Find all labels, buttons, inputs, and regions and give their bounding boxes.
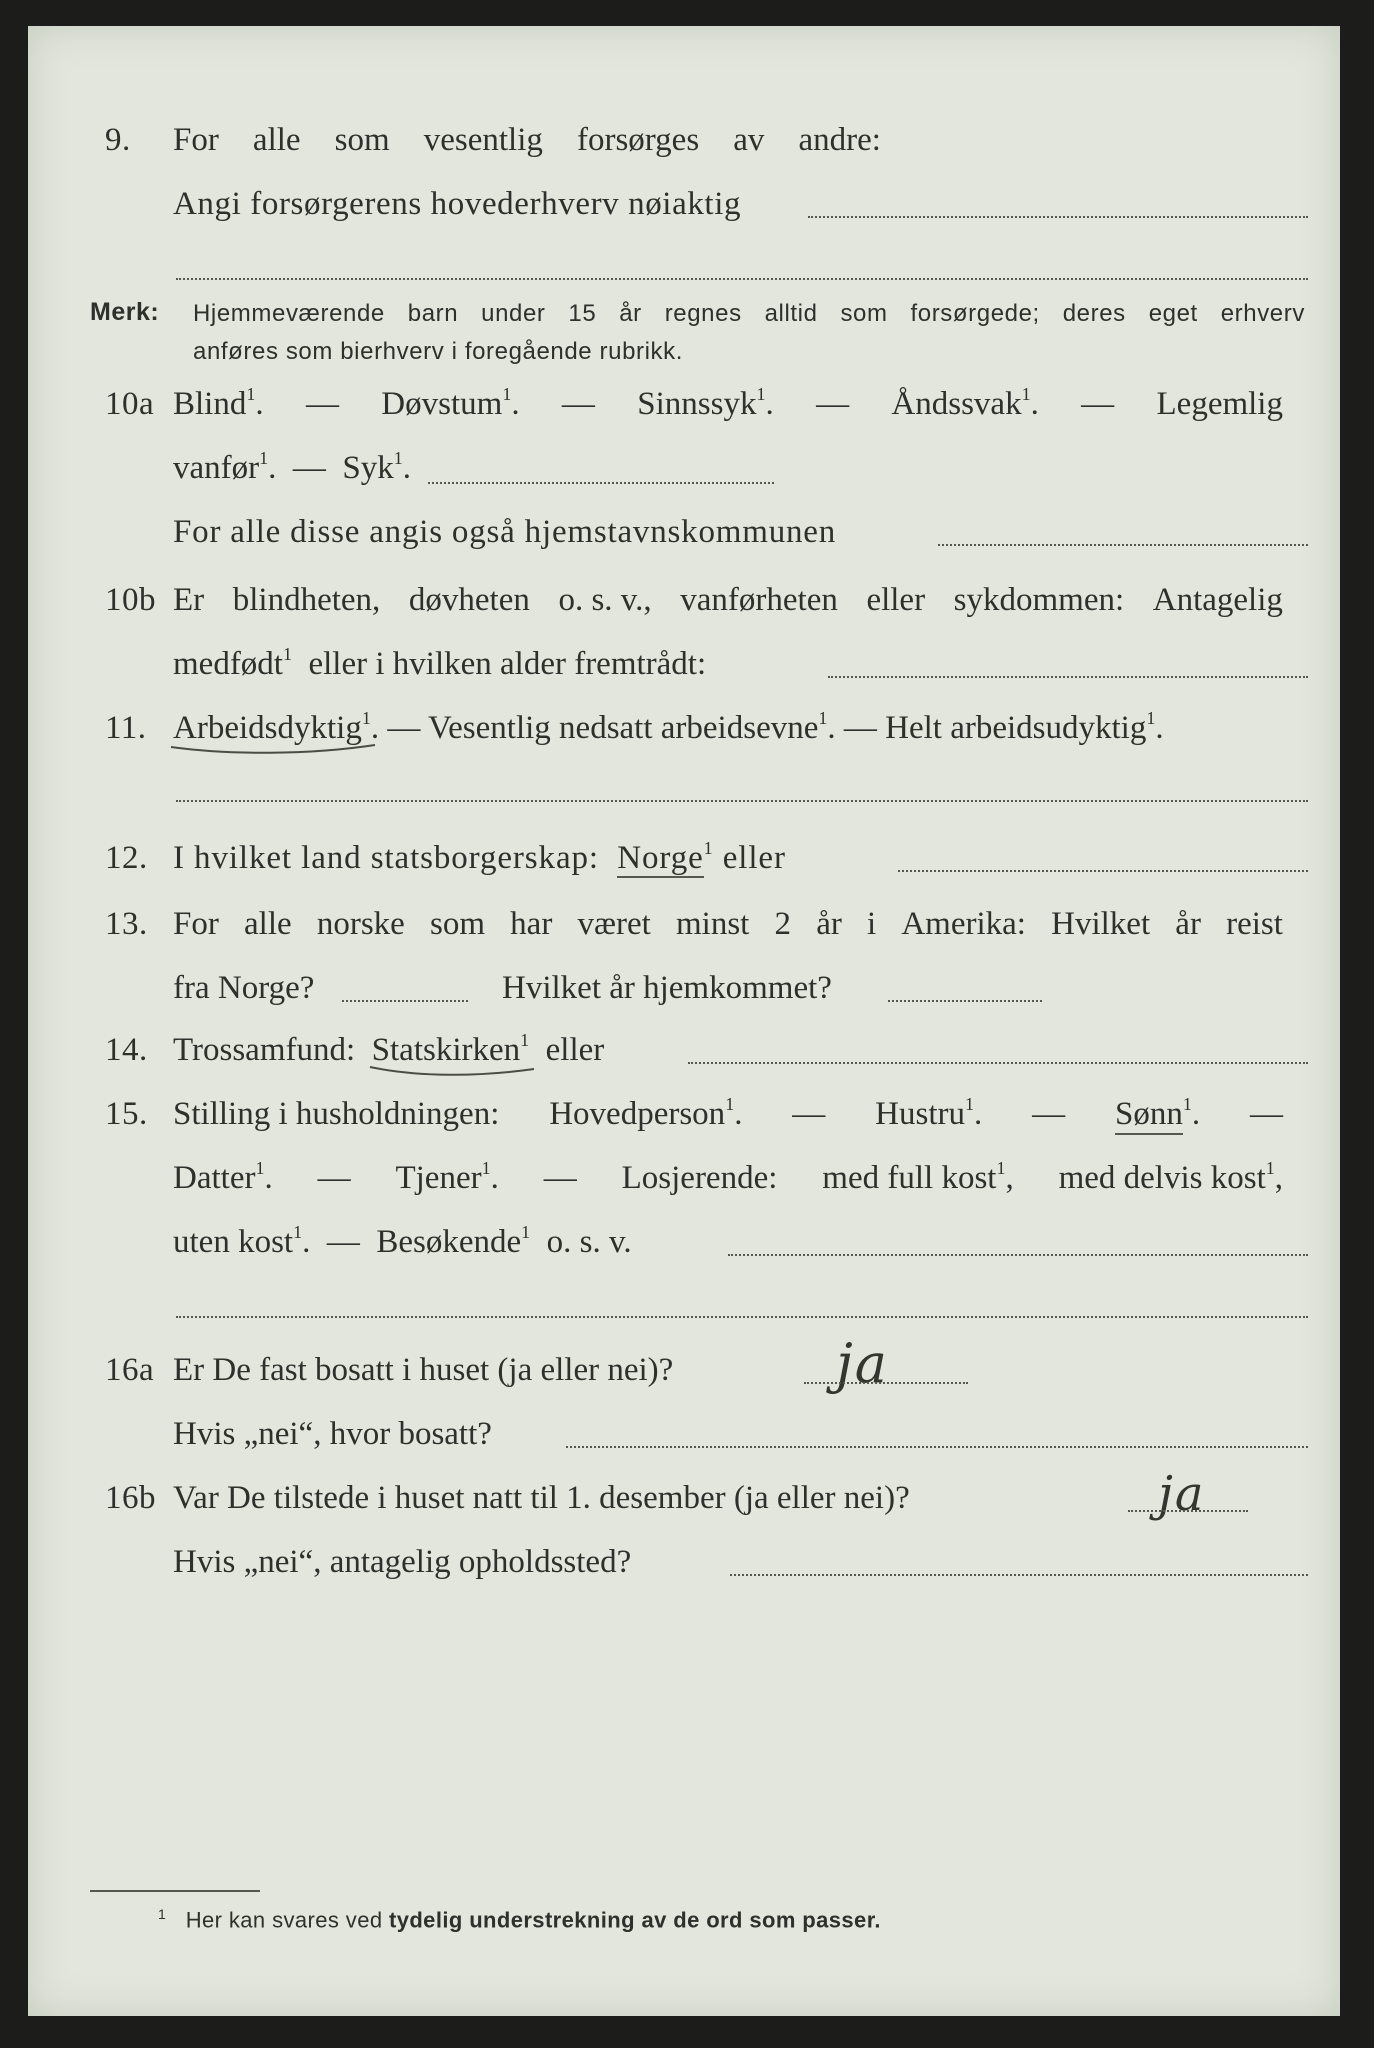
question-number: 16b bbox=[105, 1480, 156, 1516]
word: døvheten bbox=[408, 582, 530, 618]
handwritten-underline bbox=[368, 1063, 538, 1079]
answer-line-16a[interactable] bbox=[804, 1382, 968, 1384]
question-number: 10a bbox=[105, 386, 155, 422]
question-number: 9. bbox=[105, 122, 131, 158]
option-nedsatt[interactable]: Vesentlig nedsatt arbeidsevne bbox=[427, 710, 819, 746]
footnote-bold-text: tydelig understrekning av de ord som passer. bbox=[388, 1907, 881, 1933]
question-10a bbox=[28, 386, 1340, 450]
dash: — bbox=[792, 1096, 826, 1132]
dash: — bbox=[305, 386, 339, 422]
word: norske bbox=[316, 906, 405, 942]
word: barn bbox=[407, 300, 459, 327]
option-andssvak[interactable]: Åndssvak$^1$. bbox=[891, 384, 1039, 422]
word: Hjemmeværende bbox=[193, 300, 385, 327]
option-dovstum[interactable]: Døvstum$^1$. bbox=[381, 384, 520, 422]
option-full-kost[interactable]: med full kost$^1$, bbox=[822, 1158, 1014, 1196]
question-12 bbox=[28, 840, 1340, 904]
census-form-page bbox=[28, 26, 1340, 2016]
question-9-line2 bbox=[28, 186, 1340, 250]
option-hustru[interactable]: Hustru$^1$. bbox=[875, 1094, 983, 1132]
question-15-line2-text bbox=[173, 1160, 1283, 1197]
option-sinnssyk[interactable]: Sinnssyk$^1$. bbox=[637, 384, 774, 422]
answer-line-10a[interactable] bbox=[428, 482, 774, 484]
answer-line-12[interactable] bbox=[898, 870, 1308, 872]
option-blind[interactable]: Blind$^1$. bbox=[173, 384, 264, 422]
question-9 bbox=[28, 122, 1340, 186]
dash: — bbox=[816, 386, 850, 422]
merk-label: Merk: bbox=[90, 298, 160, 326]
answer-line-10a-home[interactable] bbox=[938, 544, 1308, 546]
question-13-left: fra Norge? bbox=[173, 970, 315, 1006]
word: For bbox=[173, 122, 219, 158]
word: under bbox=[481, 300, 546, 327]
word: vesentlig bbox=[423, 122, 543, 158]
dash: — bbox=[561, 386, 595, 422]
word: Antagelig bbox=[1152, 582, 1283, 618]
question-16b-followup: Hvis „nei“, antagelig opholdssted? bbox=[173, 1544, 632, 1580]
word: forsørgede; bbox=[910, 300, 1040, 327]
question-9-text bbox=[173, 122, 881, 159]
question-11 bbox=[28, 710, 1340, 774]
word: Er bbox=[173, 582, 205, 618]
answer-line-14[interactable] bbox=[688, 1062, 1308, 1064]
question-12-text: I hvilket land statsborgerskap: Norge$^1$ eller bbox=[173, 838, 786, 876]
word: alle bbox=[244, 906, 292, 942]
word: av bbox=[733, 122, 765, 158]
question-number: 13. bbox=[105, 906, 148, 942]
word: blindheten, bbox=[232, 582, 381, 618]
dash: — bbox=[1081, 386, 1115, 422]
word: andre: bbox=[798, 122, 881, 158]
handwritten-answer-16b[interactable]: ja bbox=[1158, 1466, 1206, 1522]
word: alltid bbox=[764, 300, 818, 327]
question-16a-followup: Hvis „nei“, hvor bosatt? bbox=[173, 1416, 492, 1452]
question-16a bbox=[28, 1352, 1340, 1416]
word: erhverv bbox=[1220, 300, 1305, 327]
word: alle bbox=[252, 122, 301, 158]
question-10a-options bbox=[173, 386, 1283, 423]
question-10a-prompt: For alle disse angis også hjemstavnskommunen bbox=[173, 514, 837, 550]
label: Stilling i husholdningen: bbox=[173, 1096, 500, 1132]
option-hovedperson[interactable]: Hovedperson$^1$. bbox=[549, 1094, 743, 1132]
option-tjener[interactable]: Tjener$^1$. bbox=[395, 1158, 499, 1196]
answer-line-11[interactable] bbox=[176, 800, 1308, 802]
word: Hvilket bbox=[1051, 906, 1151, 942]
question-10b-text bbox=[173, 582, 1283, 619]
dash: — bbox=[317, 1160, 351, 1196]
word: vanførheten bbox=[680, 582, 838, 618]
footnote bbox=[158, 1906, 881, 1933]
question-10b bbox=[28, 582, 1340, 646]
dash: — bbox=[1249, 1096, 1283, 1132]
answer-line-10b[interactable] bbox=[828, 676, 1308, 678]
option-delvis-kost[interactable]: med delvis kost$^1$, bbox=[1058, 1158, 1283, 1196]
word: minst bbox=[675, 906, 750, 942]
question-10b-line2 bbox=[28, 646, 1340, 710]
answer-line-16b[interactable] bbox=[1128, 1510, 1248, 1512]
question-number: 15. bbox=[105, 1096, 148, 1132]
footnote-text: Her kan svares ved bbox=[185, 1907, 383, 1933]
question-10a-line2-text: vanfør$^1$. — Syk$^1$. bbox=[173, 448, 411, 486]
word: reist bbox=[1226, 906, 1283, 942]
question-10a-line3 bbox=[28, 514, 1340, 578]
word: deres bbox=[1062, 300, 1126, 327]
word: eget bbox=[1148, 300, 1198, 327]
answer-line-15b[interactable] bbox=[176, 1316, 1308, 1318]
word: år bbox=[1175, 906, 1201, 942]
question-number: 11. bbox=[105, 710, 147, 746]
question-16a-line2 bbox=[28, 1416, 1340, 1480]
word: som bbox=[429, 906, 485, 942]
word: har bbox=[510, 906, 553, 942]
answer-line-9[interactable] bbox=[808, 216, 1308, 218]
option-uten-kost[interactable]: uten kost bbox=[173, 1224, 294, 1260]
merk-note bbox=[28, 298, 1340, 378]
word: Amerika: bbox=[901, 906, 1026, 942]
word: i bbox=[867, 906, 877, 942]
question-15-line2 bbox=[28, 1160, 1340, 1224]
answer-line-13-right[interactable] bbox=[888, 1000, 1042, 1002]
word: år bbox=[816, 906, 842, 942]
option-vanfor[interactable]: vanfør bbox=[173, 450, 260, 486]
question-number: 10b bbox=[105, 582, 156, 618]
answer-line-15[interactable] bbox=[728, 1254, 1308, 1256]
footnote-mark: 1 bbox=[158, 1906, 167, 1922]
option-datter[interactable]: Datter$^1$. bbox=[173, 1158, 273, 1196]
question-16b bbox=[28, 1480, 1340, 1544]
option-norge-selected[interactable]: Norge bbox=[617, 840, 704, 876]
question-15-line3 bbox=[28, 1224, 1340, 1288]
option-syk[interactable]: Syk bbox=[342, 450, 394, 486]
handwritten-answer-16a[interactable]: ja bbox=[836, 1332, 889, 1395]
option-arbeidsdyktig-selected[interactable]: Arbeidsdyktig bbox=[173, 710, 362, 747]
word: været bbox=[577, 906, 651, 942]
question-13-line2 bbox=[28, 970, 1340, 1034]
word: sykdommen: bbox=[953, 582, 1125, 618]
question-9-prompt: Angi forsørgerens hovederhverv nøiaktig bbox=[173, 186, 742, 222]
word: eller bbox=[866, 582, 926, 618]
question-13-text bbox=[173, 906, 1283, 943]
question-number: 16a bbox=[105, 1352, 155, 1388]
question-13 bbox=[28, 906, 1340, 970]
word: For bbox=[173, 906, 219, 942]
question-number: 14. bbox=[105, 1032, 148, 1068]
word: 2 bbox=[774, 906, 792, 942]
question-15 bbox=[28, 1096, 1340, 1160]
question-11-options: Arbeidsdyktig $^1$. — Vesentlig nedsatt arbeidsevne$^1$. — Helt arbeidsudyktig$^1$. bbox=[173, 710, 1164, 747]
answer-line-16a-followup[interactable] bbox=[566, 1446, 1308, 1448]
option-medfodt[interactable]: medfødt bbox=[173, 646, 283, 682]
word: som bbox=[840, 300, 888, 327]
question-16b-prompt: Var De tilstede i huset natt til 1. desember (ja eller nei)? bbox=[173, 1480, 910, 1516]
question-16a-prompt: Er De fast bosatt i huset (ja eller nei)? bbox=[173, 1352, 674, 1388]
word: forsørges bbox=[576, 122, 700, 158]
footnote-rule bbox=[90, 1890, 260, 1892]
question-14 bbox=[28, 1032, 1340, 1096]
question-number: 12. bbox=[105, 840, 148, 876]
word: som bbox=[334, 122, 390, 158]
answer-line-13-left[interactable] bbox=[342, 1000, 468, 1002]
option-legemlig[interactable]: Legemlig bbox=[1156, 386, 1283, 422]
option-statskirken-selected[interactable]: Statskirken bbox=[372, 1032, 520, 1069]
answer-line-16b-followup[interactable] bbox=[730, 1574, 1308, 1576]
label: Losjerende: bbox=[621, 1160, 778, 1196]
word: år bbox=[619, 300, 642, 327]
word: 15 bbox=[568, 300, 597, 327]
merk-line1 bbox=[193, 300, 1305, 328]
handwritten-underline bbox=[169, 741, 379, 757]
question-13-right: Hvilket år hjemkommet? bbox=[502, 970, 832, 1006]
dash: — bbox=[1032, 1096, 1066, 1132]
question-14-text: Trossamfund: Statskirken $^1$ eller bbox=[173, 1032, 604, 1069]
dash: — bbox=[543, 1160, 577, 1196]
answer-line-9b[interactable] bbox=[176, 278, 1308, 280]
option-udyktig[interactable]: Helt arbeidsudyktig bbox=[885, 710, 1147, 746]
option-sonn[interactable]: Sønn$^1$. bbox=[1115, 1096, 1200, 1135]
merk-line2: anføres som bierhverv i foregående rubrikk. bbox=[193, 338, 684, 365]
question-16b-line2 bbox=[28, 1544, 1340, 1608]
question-15-line3-text: uten kost$^1$. — Besøkende$^1$ o. s. v. bbox=[173, 1222, 632, 1260]
question-15-line1 bbox=[173, 1096, 1283, 1135]
word: regnes bbox=[664, 300, 742, 327]
question-10b-line2-text: medfødt$^1$ eller i hvilken alder fremtrådt: bbox=[173, 644, 707, 682]
word: o. s. v., bbox=[558, 582, 652, 618]
option-besokende[interactable]: Besøkende bbox=[376, 1224, 522, 1260]
